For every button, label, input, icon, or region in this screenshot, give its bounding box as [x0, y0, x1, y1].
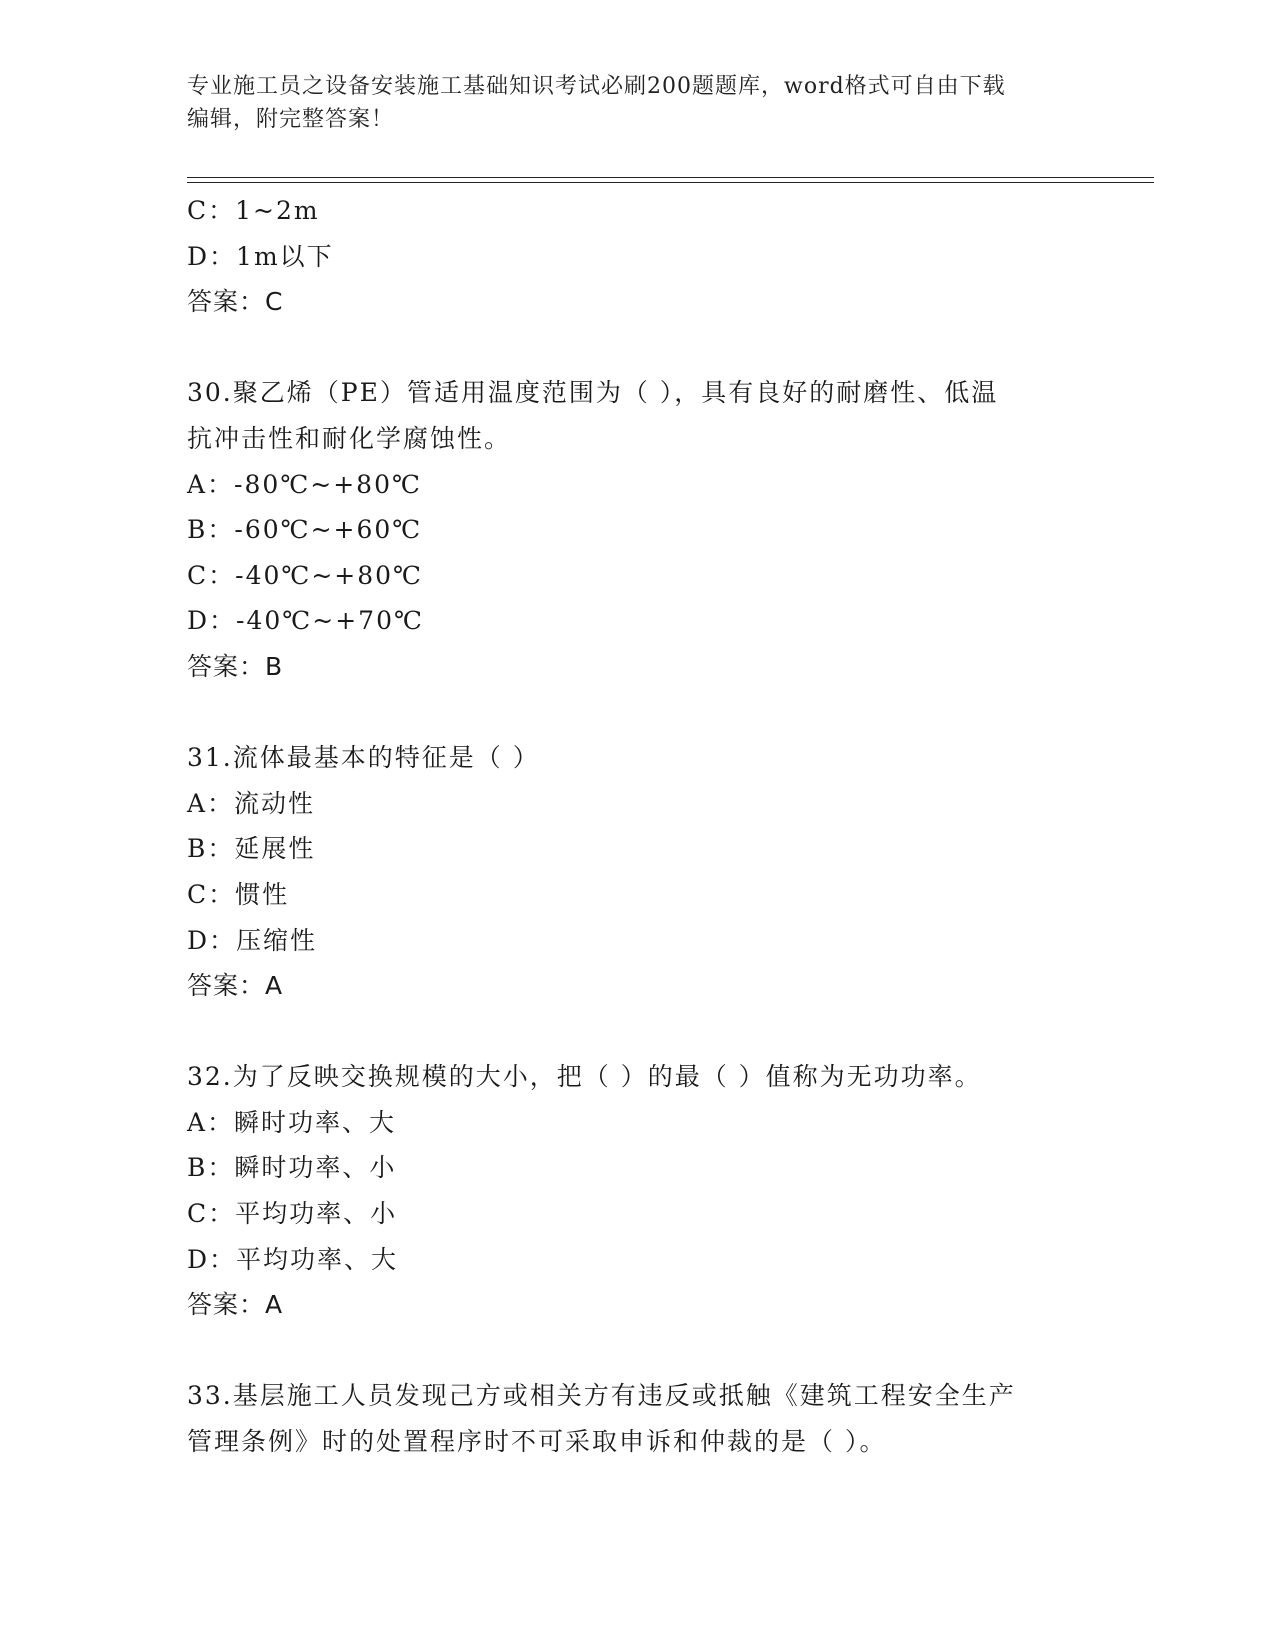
- option-c: C：1~2m: [187, 196, 320, 225]
- spacer: [187, 690, 1087, 736]
- question-stem: 30.聚乙烯（PE）管适用温度范围为（ ），具有良好的耐磨性、低温: [187, 378, 999, 408]
- question-list: [187, 188, 1087, 1465]
- question-30: [187, 370, 1087, 689]
- question-29-continued: [187, 188, 1087, 325]
- spacer: [187, 325, 1087, 371]
- spacer: [187, 1009, 1087, 1055]
- question-33: [187, 1373, 1087, 1464]
- answer-line: 答案：B: [187, 651, 284, 681]
- answer-line: 答案：A: [187, 971, 284, 1001]
- question-stem-continued: 管理条例》时的处置程序时不可采取申诉和仲裁的是（ ）。: [187, 1427, 887, 1457]
- question-stem: 33.基层施工人员发现己方或相关方有违反或抵触《建筑工程安全生产: [187, 1381, 1016, 1411]
- question-stem: 31.流体最基本的特征是（ ）: [187, 743, 540, 773]
- header-divider-bottom: [187, 182, 1154, 183]
- option-b: B：-60℃~+60℃: [187, 515, 423, 545]
- option-c: C：惯性: [187, 879, 290, 909]
- option-a: A：瞬时功率、大: [187, 1107, 397, 1137]
- option-d: D：-40℃~+70℃: [187, 606, 424, 636]
- header-divider-top: [187, 177, 1154, 178]
- option-d: D：平均功率、大: [187, 1244, 399, 1274]
- answer-line: 答案：C: [187, 287, 284, 317]
- document-header: [187, 70, 1087, 136]
- answer-line: 答案：A: [187, 1290, 284, 1320]
- question-32: [187, 1054, 1087, 1328]
- header-title-line-2: 编辑，附完整答案！: [187, 107, 395, 132]
- option-c: C：平均功率、小: [187, 1199, 398, 1229]
- header-title-line-1: 专业施工员之设备安装施工基础知识考试必刷200题题库，word格式可自由下载: [187, 74, 1006, 99]
- question-stem: 32.为了反映交换规模的大小，把（ ）的最（ ）值称为无功功率。: [187, 1062, 982, 1092]
- option-d: D：1m以下: [187, 241, 334, 271]
- question-stem-continued: 抗冲击性和耐化学腐蚀性。: [187, 423, 512, 453]
- option-c: C：-40℃~+80℃: [187, 560, 424, 590]
- option-a: A：-80℃~+80℃: [187, 469, 422, 499]
- spacer: [187, 1328, 1087, 1374]
- option-b: B：延展性: [187, 834, 316, 864]
- option-d: D：压缩性: [187, 925, 318, 955]
- option-a: A：流动性: [187, 788, 316, 818]
- question-31: [187, 735, 1087, 1009]
- option-b: B：瞬时功率、小: [187, 1153, 397, 1183]
